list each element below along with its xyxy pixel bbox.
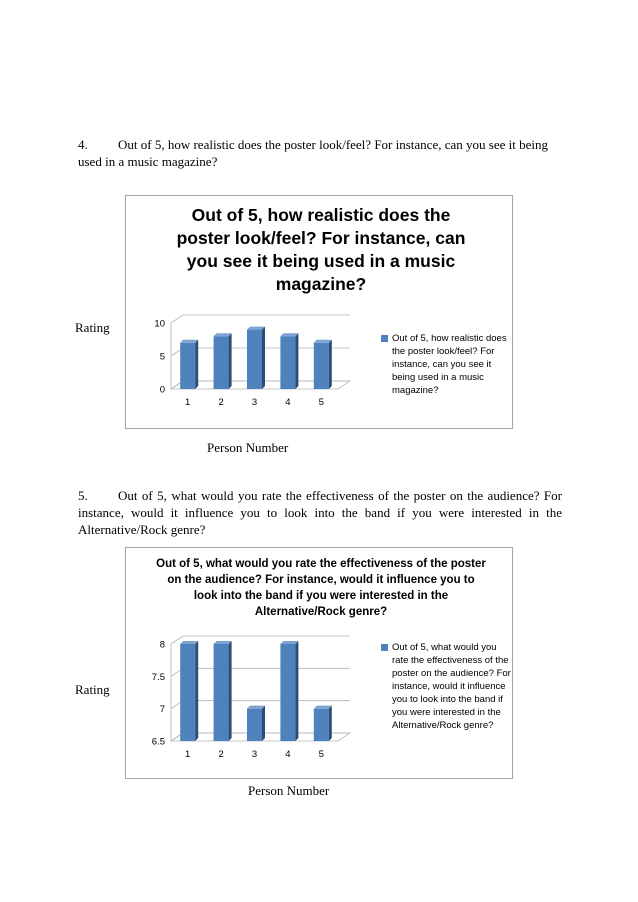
chart-2-bar-top [180,641,198,644]
chart-1-bar-top [180,340,198,343]
chart-1-bar [214,333,232,389]
chart-2-bar-top [314,706,332,709]
chart-1-bar-top [214,333,232,336]
question-4-number: 4. [78,137,88,152]
chart-2-xtick-label: 4 [285,749,291,760]
chart-2-xtick-label: 1 [185,749,191,760]
chart-1-bar-front [180,343,195,389]
chart-1-title: Out of 5, how realistic does the poster look/feel? For instance, can you see it being used in a music magazine? [176,205,466,294]
chart-2-ytick-label: 8 [159,639,165,651]
chart-1-xtick-label: 2 [218,397,224,408]
chart-1-xtick-label: 5 [318,397,324,408]
chart-1-gridline [171,315,350,323]
chart-2-bar-top [247,706,265,709]
chart-2-bar-front [280,644,295,741]
question-5 [78,487,562,538]
rating-label-2: Rating [75,682,110,697]
person-number-label-1: Person Number [207,440,289,455]
chart-1-legend-label: Out of 5, how realistic does the poster look/feel? For instance, can you see it being used in a music magazine? [392,333,507,396]
question-4 [78,136,562,170]
chart-1-bar-side [295,333,298,389]
chart-1-bar [280,333,298,389]
chart-1-bar [247,327,265,389]
chart-1-xtick-label: 1 [185,397,191,408]
chart-1-bar-side [195,340,198,389]
chart-2-bar [214,641,232,741]
chart-2-bar-side [195,641,198,741]
question-5-text: Out of 5, what would you rate the effectiveness of the poster on the audience? For instance, would it influence you to look into the band if you were interested in the Alternative/Rock genre? [78,488,562,537]
rating-label-1: Rating [75,320,110,335]
chart-1-ytick-label: 10 [154,318,165,330]
question-4-text: Out of 5, how realistic does the poster look/feel? For instance, can you see it being used in a music magazine? [78,137,548,169]
chart-2-ytick-label: 7.5 [151,671,165,683]
chart-2-bar-side [262,706,265,741]
chart-2-bar-front [214,644,229,741]
chart-2-bar-front [314,709,329,741]
chart-1-xtick-label: 4 [285,397,291,408]
chart-2-ytick-label: 6.5 [151,736,165,748]
chart-1-ytick-label: 5 [159,351,165,363]
chart-1-bar [180,340,198,389]
chart-2-xtick-label: 3 [251,749,258,760]
person-number-label-2: Person Number [248,783,330,798]
chart-2-ytick-label: 7 [159,704,165,716]
chart-2-bar-side [329,706,332,741]
question-5-number: 5. [78,488,88,503]
chart-1-bar-side [262,327,265,389]
chart-2-bar-side [229,641,232,741]
chart-2-bar [180,641,198,741]
chart-2-bar-side [295,641,298,741]
chart-1-ytick-label: 0 [159,384,165,396]
chart-2-bar [314,706,332,741]
chart-1-bar-front [280,336,295,389]
chart-1-xtick-label: 3 [251,397,258,408]
chart-2-bar-front [247,709,262,741]
chart-2-bar-top [214,641,232,644]
chart-2-bar-front [180,644,195,741]
chart-1-bar-top [247,327,265,330]
chart-1-bar-top [314,340,332,343]
chart-1-bar-side [329,340,332,389]
chart-2-xtick-label: 5 [318,749,324,760]
chart-1-bar [314,340,332,389]
chart-1-legend-swatch [381,335,388,342]
chart-1-bar-top [280,333,298,336]
chart-2-bar-top [280,641,298,644]
chart-1-bar-front [214,336,229,389]
chart-1-bar-front [247,330,262,389]
chart-1-bar-side [229,333,232,389]
chart-2-legend-label: Out of 5, what would you rate the effectiveness of the poster on the audience? For instance, would it influence you to look into the band if you were interested in the Alternative/Rock genre? [392,642,511,731]
chart-2-legend-swatch [381,644,388,651]
chart-2 [125,547,513,779]
chart-1-bar-front [314,343,329,389]
chart-2-title: Out of 5, what would you rate the effectiveness of the poster on the audience? For instance, would it influence you to look into the band if you were interested in the Alternative/Rock genre? [156,558,486,618]
chart-1 [125,195,513,429]
chart-2-bar [247,706,265,741]
chart-2-bar [280,641,298,741]
chart-2-xtick-label: 2 [218,749,224,760]
